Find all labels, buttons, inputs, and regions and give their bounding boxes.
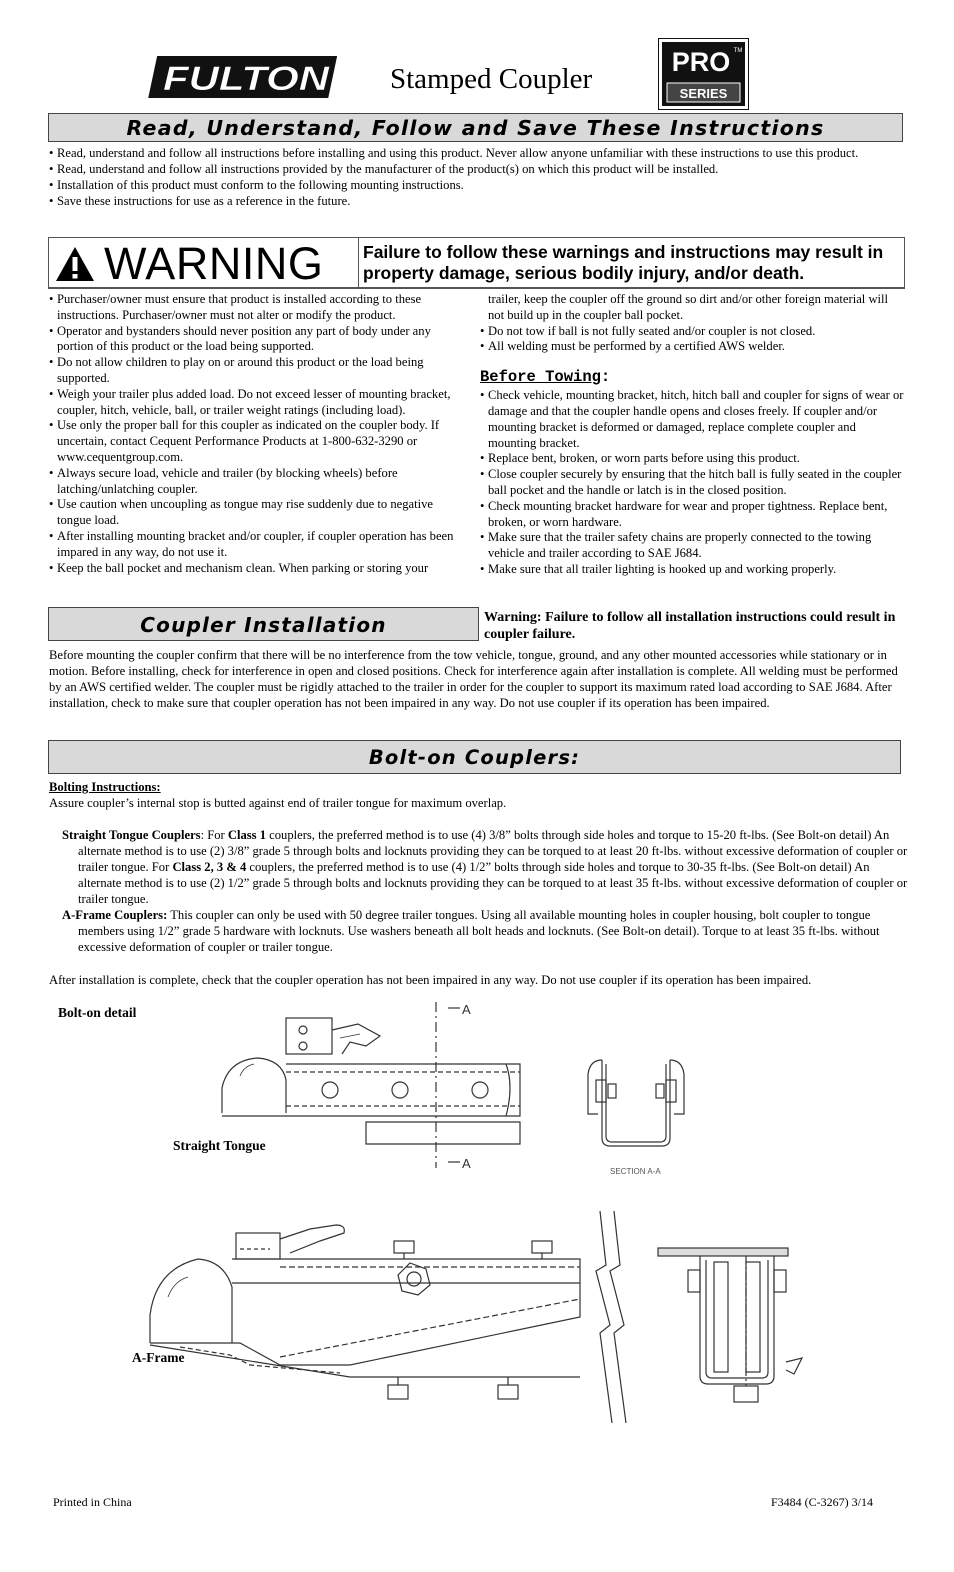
a-frame-section-drawing: [654, 1240, 814, 1405]
brand-text: FULTON: [163, 60, 331, 98]
bolting-methods: [62, 827, 908, 955]
footer-origin: Printed in China: [53, 1495, 132, 1509]
warning-label-cell: [49, 238, 359, 288]
warning-triangle-icon: [55, 246, 95, 282]
warnings-left-column: [49, 292, 469, 576]
warnings-right-list: [480, 324, 904, 356]
before-towing-list: [480, 388, 904, 578]
warning-word: WARNING: [104, 238, 324, 289]
list-item: • Close coupler securely by ensuring that the hitch ball is fully seated in the coupler ball pocket and the handle or latch is in the closed position.: [480, 467, 904, 499]
fulton-logo-graphic: [146, 52, 340, 102]
installation-warning: Warning: Failure to follow all installation instructions could result in coupler failure.: [484, 610, 896, 642]
installation-paragraph: Before mounting the coupler confirm that there will be no interference from the tow vehicle, tongue, ground, and any other mounted accessories while stationary or in motion. Before installing, check for interference in open and closed positions. Check for interference again after installation is complete. All welding must be performed by an AWS certified welder. The coupler must be rigidly attached to the trailer in order for the coupler to support its maximum rated load according to SAE J684. After installation, check to make sure that coupler operation has not been impaired in any way. Do not use coupler if its operation has been impaired.: [49, 648, 898, 710]
list-item: • Check vehicle, mounting bracket, hitch, hitch ball and coupler for signs of wear or damage and that the coupler handle opens and closes freely. If coupler and/or mounting bracket is deformed or damaged, replace complete coupler and mounting bracket.: [480, 388, 904, 451]
list-item: • Operator and bystanders should never position any part of body under any portion of this product or the load being supported.: [49, 324, 469, 356]
list-item: • Keep the ball pocket and mechanism clean. When parking or storing your: [49, 561, 469, 577]
list-item: • Do not tow if ball is not fully seated and/or coupler is not closed.: [480, 324, 904, 340]
straight-tongue-instructions: Straight Tongue Couplers: For Class 1 couplers, the preferred method is to use (4) 3/8” bolts through side holes and torque to 15-20 ft-lbs. (See Bolt-on detail) An alternate method is to use (2) 3/8” grade 5 through bolts and locknuts providing they can be torqued to at least 20 ft-lbs. without excessive deformation of coupler or trailer tongue. For Class 2, 3 & 4 couplers, the preferred method is to use (4) 1/2” bolts through side holes and torque to 30-35 ft-lbs. (See Bolt-on detail) An alternate method is to use (2) 1/2” grade 5 through bolts and locknuts providing they can be torqued to at least 35 ft-lbs. without excessive deformation of coupler or trailer tongue.: [62, 828, 908, 906]
section-marker-top: A: [462, 1002, 471, 1017]
intro-bullet-list: [49, 145, 889, 209]
intro-banner: Read, Understand, Follow and Save These Instructions: [48, 113, 903, 142]
bolting-instructions-heading: Bolting Instructions:: [49, 780, 161, 794]
bolt-on-banner: Bolt-on Couplers:: [48, 740, 901, 774]
list-item: • Use caution when uncoupling as tongue may rise suddenly due to negative tongue load.: [49, 497, 469, 529]
section-marker-bottom: A: [462, 1156, 471, 1171]
continued-warning-text: trailer, keep the coupler off the ground so dirt and/or other foreign material will not build up in the coupler ball pocket.: [488, 292, 889, 322]
bolt-on-detail-label: Bolt-on detail: [58, 1005, 137, 1020]
list-item: • After installing mounting bracket and/or coupler, if coupler operation has been impared in any way, do not use it.: [49, 529, 469, 561]
footer-part-number: F3484 (C-3267) 3/14: [771, 1495, 873, 1509]
pro-series-badge: [658, 38, 749, 110]
list-item: • Read, understand and follow all instructions provided by the manufacturer of the product(s) on which this product will be installed.: [49, 161, 889, 177]
list-item: • Read, understand and follow all instructions before installing and using this product. Never allow anyone unfamiliar with these instructions to use this product.: [49, 145, 889, 161]
badge-tm: TM: [733, 48, 743, 54]
straight-tongue-drawing: [210, 998, 530, 1173]
pro-series-graphic: [658, 38, 749, 110]
section-a-a-drawing: [578, 1050, 698, 1180]
a-frame-label: A-Frame: [132, 1350, 185, 1365]
bolting-intro: Assure coupler’s internal stop is butted against end of trailer tongue for maximum overlap.: [49, 796, 507, 810]
a-frame-drawing: [140, 1205, 640, 1430]
list-item: • Check mounting bracket hardware for wear and proper tightness. Replace bent, broken, or worn hardware.: [480, 499, 904, 531]
warning-box: [48, 237, 905, 289]
warning-message: Failure to follow these warnings and instructions may result in property damage, serious bodily injury, and/or death.: [363, 242, 884, 283]
list-item: • Make sure that the trailer safety chains are properly connected to the towing vehicle and trailer according to SAE J684.: [480, 530, 904, 562]
badge-pro: PRO: [671, 47, 731, 77]
list-item: • Weigh your trailer plus added load. Do not exceed lesser of mounting bracket, coupler, hitch, vehicle, ball, or trailer weight ratings (including load).: [49, 387, 469, 419]
list-item: • Make sure that all trailer lighting is hooked up and working properly.: [480, 562, 904, 578]
list-item: • Always secure load, vehicle and trailer (by blocking wheels) before latching/unlatching coupler.: [49, 466, 469, 498]
straight-tongue-label: Straight Tongue: [173, 1138, 266, 1153]
list-item: • Replace bent, broken, or worn parts before using this product.: [480, 451, 904, 467]
document-title: Stamped Coupler: [390, 63, 593, 95]
after-installation-note: After installation is complete, check that the coupler operation has not been impaired in any way. Do not use coupler if its operation has been impaired.: [49, 973, 812, 987]
list-item: • Save these instructions for use as a reference in the future.: [49, 193, 889, 209]
before-towing-heading: Before Towing:: [480, 368, 611, 387]
list-item: • Purchaser/owner must ensure that product is installed according to these instructions. Purchaser/owner must not alter or modify the product.: [49, 292, 469, 324]
fulton-logo: [146, 52, 340, 102]
coupler-installation-banner: Coupler Installation: [48, 607, 479, 641]
list-item: • Do not allow children to play on or around this product or the load being supported.: [49, 355, 469, 387]
list-item: • Use only the proper ball for this coupler as indicated on the coupler body. If uncertain, contact Cequent Performance Products at 1-800-632-3290 or www.cequentgroup.com.: [49, 418, 469, 465]
warnings-right-column: [480, 292, 904, 578]
badge-series: SERIES: [679, 86, 728, 101]
list-item: • All welding must be performed by a certified AWS welder.: [480, 339, 904, 355]
a-frame-instructions: A-Frame Couplers: This coupler can only be used with 50 degree trailer tongues. Using all available mounting holes in coupler housing, bolt coupler to tongue members using 1/2” grade 5 hardware with locknuts. Use washers beneath all bolt heads and locknuts. (See Bolt-on detail). Torque to at least 35 ft-lbs. without excessive deformation of coupler or trailer tongue.: [62, 908, 880, 954]
section-a-a-caption: SECTION A-A: [610, 1167, 661, 1176]
list-item: • Installation of this product must conform to the following mounting instructions.: [49, 177, 889, 193]
